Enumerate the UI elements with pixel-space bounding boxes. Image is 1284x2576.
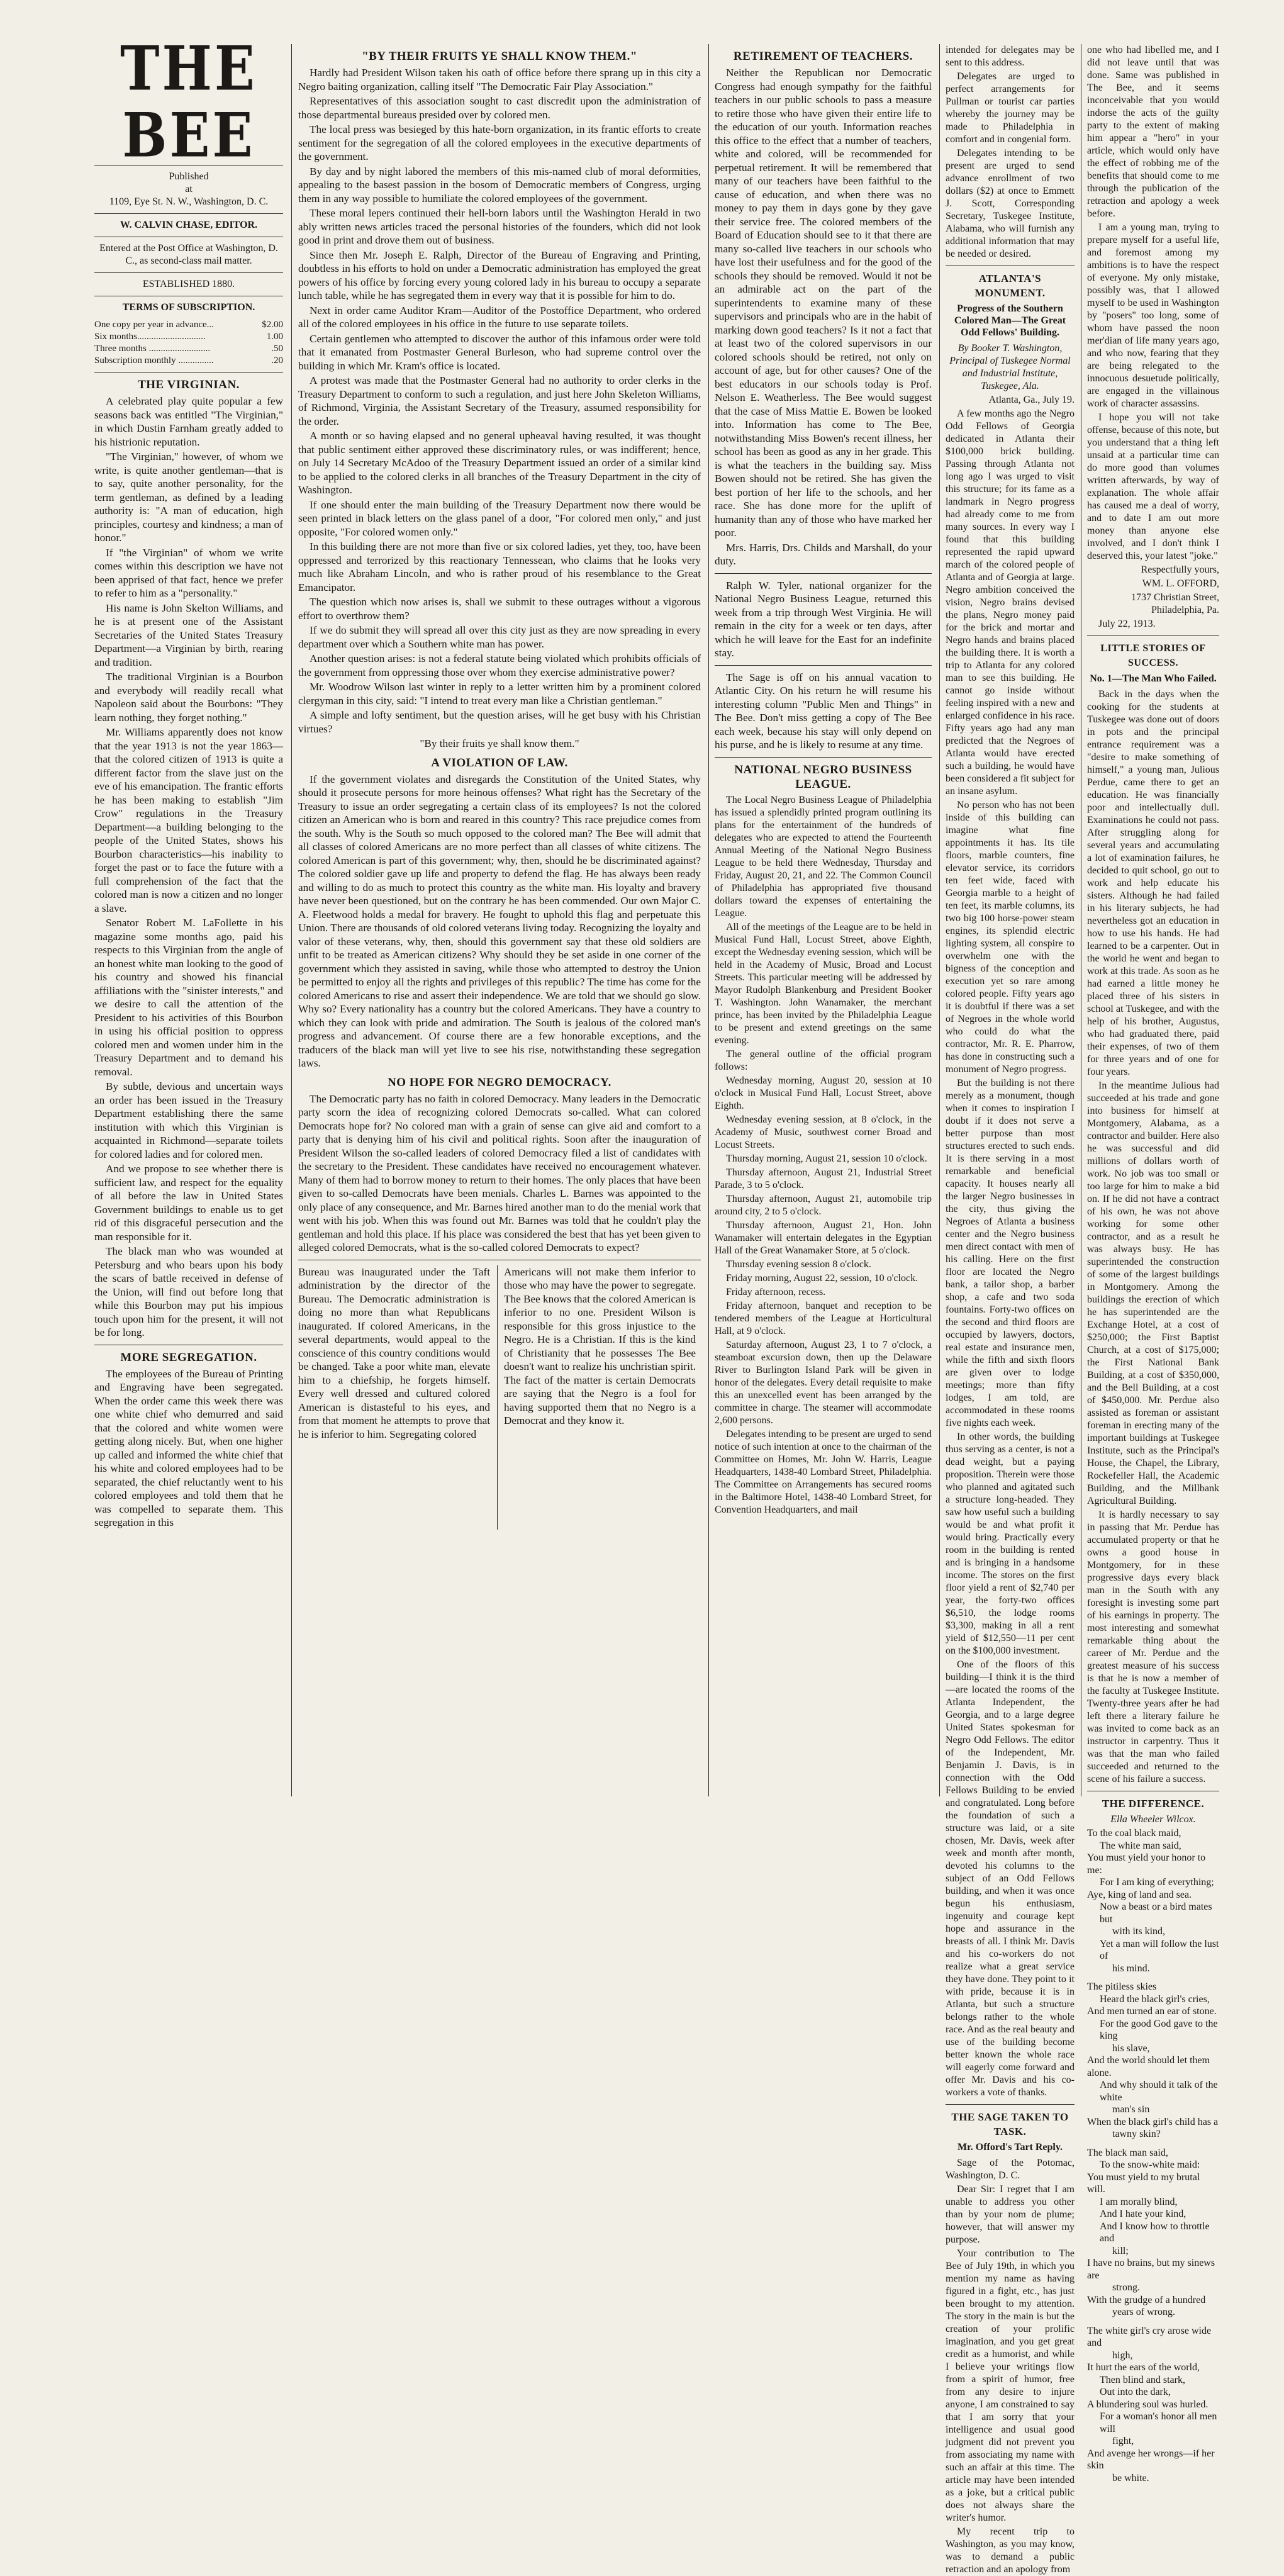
poem-line: strong. bbox=[1112, 2282, 1140, 2293]
poem-line: Now a beast or a bird mates but bbox=[1100, 1901, 1212, 1925]
poem-line: Out into the dark, bbox=[1100, 2387, 1171, 2397]
column-5 bbox=[1087, 44, 1219, 2484]
poem-line: For the good God gave to the king bbox=[1100, 2018, 1218, 2041]
subhead-little-stories: No. 1—The Man Who Failed. bbox=[1090, 673, 1217, 684]
poem-line: be white. bbox=[1112, 2472, 1149, 2484]
divider bbox=[94, 272, 283, 273]
poem-line: I am morally blind, bbox=[1100, 2196, 1178, 2207]
article-atlanta-monument: Atlanta, Ga., July 19. A few months ago the Negro Odd Fellows of Georgia dedicated in Atlanta their $100,000 brick building. Passing through Atlanta not long ago I was urged to visit this structure; for its fame as a landmark in Negro progress had already come to me from many sources. In every way I found that this building represented the rapid upward march of the colored people of Atlanta and of Georgia at large. Negro ambition conceived the vision, Negro brains devised the plans, Negro money paid for the brick and mortar and Negro hands and brains placed the building there. It is worth a trip to Atlanta for any colored man to see this building. He cannot go inside without feeling inspired with a new and enlarged confidence in his race. Fifty years ago had any man predicted that the Negroes of Atlanta would have erected such a building, he would have been considered a fit subject for an insane asylum. No person who has not been inside of this building can imagine what fine appointments it has. Its tile floors, marble counters, fine elevator service, its corridors ten feet wide, faced with Georgia marble to a height of ten feet, its marble columns, its two big 100 horse-power steam engines, its splendid electric lighting system, all conspire to overwhelm one with the bigness of the conception and execution yet so rare among colored people. Fifty years ago it is doubtful if there was a set of Negroes in the whole world who could do what the contractor, Mr. R. E. Pharrow, has done in constructing such a monument of Negro progress. But the building is not there merely as a monument, though when it comes to inspiration I doubt if it does not serve a better purpose than most structures erected to such ends. It is there serving in a most remarkable and beneficial capacity. It houses nearly all the larger Negro businesses in the city, thus giving the Negroes of Atlanta a business center and the Negro business men direct contact with men of his calling. Here on the first floor are located the Negro bank, a tailor shop, a barber shop, a cafe and two soda fountains. Forty-two offices on the second and third floors are occupied by lawyers, doctors, real estate and insurance men, while the fifth and sixth floors are given over to lodge meetings; more than fifty lodges, I am told, are accommodated in these rooms five nights each week. In other words, the building thus serving as a center, is not a dead weight, but a paying proposition. Therein were those who planned and agitated such a structure long-headed. They saw how useful such a building would be and what profit it would bring. Practically every room in the building is rented and is bringing in a handsome income. The stores on the first floor yield a rent of $2,740 per year, the forty-two offices $6,510, the lodge rooms $3,300, making in all a rent yield of $12,550—11 per cent on the $100,000 investment. One of the floors of this building—I think it is the third—are located the rooms of the Atlanta Independent, the Georgia, and to a large degree United States spokesman for Negro Odd Fellows. The editor of the Independent, Mr. Benjamin J. Davis, is in connection with the Odd Fellows Building to be envied and congratulated. Long before the foundation of such a structure was laid, or a site chosen, Mr. Davis, week after week and month after month, devoted his columns to the subject of an Odd Fellows building, and when it was once begun his enthusiasm, ingenuity and courage kept hope and assurance in the breasts of all. I think Mr. Davis and his co-workers do not realize what a great service they have done. They point to it with pride, because it is in Atlanta, but such a structure belongs rather to the whole race. And as the real beauty and use of the building become better known the whole race will eagerly come forward and offer Mr. Davis and his co-workers a vote of thanks. bbox=[946, 395, 1075, 2098]
poem-line: The white girl's cry arose wide and bbox=[1087, 2325, 1212, 2348]
article-tyler: Ralph W. Tyler, national organizer for the National Negro Business League, returned this week from a trip through West Virginia. He will remain in the city for a week or ten days, after which he will leave for the East for an indefinite stay. bbox=[715, 579, 932, 659]
poem-line: And the world should let them alone. bbox=[1087, 2055, 1210, 2078]
poem-line: When the black girl's child has a bbox=[1087, 2116, 1219, 2127]
headline-little-stories: LITTLE STORIES OF SUCCESS. bbox=[1100, 643, 1206, 668]
subscription-row: One copy per year in advance... $2.00 bbox=[94, 320, 283, 330]
column-rule bbox=[497, 1265, 498, 1530]
segregation-continued-right: Americans will not make them inferior to those who may have the power to segregate. The Bee knows that the colored American is inferior to no one. President Wilson is responsible for this gross injustice to the Negro. He is a Christian. If this is the kind of Christianity that he possesses The Bee doesn't want to realize his unchristian spirit. The fact of the matter is certain Democrats are saying that the Negro is a fool for having supported them that no Negro is a Democrat and they know it. bbox=[504, 1265, 696, 1426]
divider bbox=[94, 213, 283, 214]
headline-more-segregation: MORE SEGREGATION. bbox=[120, 1350, 257, 1364]
divider bbox=[946, 2104, 1075, 2105]
poem-line: high, bbox=[1112, 2349, 1133, 2361]
headline-business-league: NATIONAL NEGRO BUSINESS LEAGUE. bbox=[734, 763, 912, 791]
poem-line: with its kind, bbox=[1112, 1926, 1166, 1937]
headline-atlanta-monument: ATLANTA'S MONUMENT. bbox=[974, 272, 1046, 299]
divider bbox=[715, 757, 932, 758]
segregation-continued-left: Bureau was inaugurated under the Taft administration by the director of the Bureau. The Democratic administration is doing no more than what Republicans inaugurated. If colored Americans, in the several departments, would appeal to the conscience of this country conditions would be changed. Take a poor white man, elevate him to a chiefship, he forgets himself. Every well dressed and cultured colored American is distasteful to his eyes, and from that moment he attempts to prove that he is inferior to him. Segregating colored bbox=[298, 1265, 490, 1440]
poem-line: With the grudge of a hundred bbox=[1087, 2294, 1206, 2305]
subscription-row: Six months............................. 1.00 bbox=[94, 332, 283, 342]
poem-line: For I am king of everything; bbox=[1100, 1877, 1214, 1888]
headline-virginian: THE VIRGINIAN. bbox=[138, 378, 240, 391]
poem-line: Yet a man will follow the lust of bbox=[1100, 1938, 1219, 1961]
article-fruits: Hardly had President Wilson taken his oath of office before there sprang up in this city a Negro baiting organization, calling itself "The Democratic Fair Play Association." Representatives of this association sought to cast discredit upon the administration of those departmental bureaus presided over by colored men. The local press was besieged by this hate-born organization, in its frantic efforts to create sentiment for the segregation of all the colored employees in the executive departments of the government. By day and by night labored the members of this mis-named club of moral deformities, appealing to the basest passion in the bosom of Democratic members of Congress, urging them in any way possible to humiliate the colored employees of the government. These moral lepers continued their hell-born labors until the Washington Herald in two ably written news articles traced the personal histories of the founders, which did not look good in print and drove them out of business. Since then Mr. Joseph E. Ralph, Director of the Bureau of Engraving and Printing, doubtless in his efforts to hold on under a Democratic administration has employed the great powers of his office by forcing every young colored lady in his bureau to occupy a separate lunch table, while he has segregated them in every way that it is possible for him to do. Next in order came Auditor Kram—Auditor of the Postoffice Department, who ordered all of the colored employees in his office in the future to use separate toilets. Certain gentlemen who attempted to discover the author of this infamous order were told that it emanated from Postmaster General Burleson, who had supreme control over the building in which Mr. Kram's office is located. A protest was made that the Postmaster General had no authority to order clerks in the Treasury Department to conform to such a regulation, and just here John Skeleton Williams, of Richmond, Virginia, the Assistant Secretary of the Treasury, assumed responsibility for the order. A month or so having elapsed and no general upheaval having resulted, it was thought that public sentiment either approved these discriminatory rules, or was indifferent; hence, on July 14 Secretary McAdoo of the Treasury Department issued an order of a similar kind to be applied to the colored clerks in all branches of the Treasury Department in the city of Washington. If one should enter the main building of the Treasury Department now there would be seen printed in black letters on the glass panel of a door, "For colored men only," and just opposite, "For colored women only." In this building there are not more than five or six colored ladies, yet they, too, have been oppressed and terrorized by this reactionary Tennessean, who claims that he looks very much like Abraham Lincoln, and who is rather proud of his resemblance to the Great Emancipator. The question which now arises is, shall we submit to these outrages without a vigorous effort to overthrow them? If we do submit they will spread all over this city just as they are now spreading in every department over which a Southern white man has power. Another question arises: is not a federal statute being violated which prohibits officials of the government from oppressing those over whom they exercise administrative power? Mr. Woodrow Wilson last winter in reply to a letter written him by a prominent colored clergyman in this city, said: "I intend to treat every man like a Christian gentleman." A simple and lofty sentiment, but the question arises, will he get busy with his Christian virtues? "By their fruits ye shall know them." bbox=[298, 67, 701, 749]
poem-line: And I hate your kind, bbox=[1100, 2209, 1186, 2219]
poem-line: man's sin bbox=[1112, 2104, 1150, 2115]
poem-line: You must yield your honor to me: bbox=[1087, 1852, 1206, 1876]
column-rule bbox=[939, 44, 940, 1796]
subscription-table bbox=[94, 319, 283, 367]
article-business-league: The Local Negro Business League of Philadelphia has issued a splendidly printed program outlining its plans for the entertainment of the hundreds of delegates who are expected to attend the Fourteenth Annual Meeting of the National Negro Business League to be held there Wednesday, Thursday and Friday, August 20, 21, and 22. The Common Council of Philadelphia has appropriated five thousand dollars toward the expenses of entertaining the League. All of the meetings of the League are to be held in Musical Fund Hall, Locust Street, above Eighth, except the Wednesday evening session, which will be held in the Academy of Music, Broad and Locust Streets. This particular meeting will be addressed by Mayor Rudolph Blankenburg and President Booker T. Washington. John Wanamaker, the merchant prince, has been invited by the Philadelphia League to be present and extend greetings on the same evening. The general outline of the official program follows: Wednesday morning, August 20, session at 10 o'clock in Musical Fund Hall, Locust Street, above Eighth. Wednesday evening session, at 8 o'clock, in the Academy of Music, southwest corner Broad and Locust Streets. Thursday morning, August 21, session 10 o'clock. Thursday afternoon, August 21, Industrial Street Parade, 3 to 5 o'clock. Thursday afternoon, August 21, automobile trip around city, 2 to 5 o'clock. Thursday afternoon, August 21, Hon. John Wanamaker will entertain delegates in the Egyptian Hall of the Great Wanamaker Store, at 5 o'clock. Thursday evening session 8 o'clock. Friday morning, August 22, session, 10 o'clock. Friday afternoon, recess. Friday afternoon, banquet and reception to be tendered members of the League at Horticultural Hall, at 9 o'clock. Saturday afternoon, August 23, 1 to 7 o'clock, a steamboat excursion down, then up the Delaware River to Burlington Island Park will be given in honor of the delegates. Every detail requisite to make this an unexcelled event has been arranged by the committee in charge. The steamer will accommodate 2,600 persons. Delegates intending to be present are urged to send notice of such intention at once to the chairman of the Committee on Homes, Mr. John W. Harris, League Headquarters, 1438-40 Lombard Street, Philadelphia. The Committee on Arrangements has secured rooms in the Baltimore Hotel, 1438-40 Lombard Street, for Convention Headquarters, and mail bbox=[715, 794, 932, 1515]
divider bbox=[715, 573, 932, 574]
terms-title: TERMS OF SUBSCRIPTION. bbox=[122, 302, 255, 313]
poem-line: Aye, king of land and sea. bbox=[1087, 1889, 1192, 1900]
masthead-address: 1109, Eye St. N. W., Washington, D. C. bbox=[109, 196, 269, 207]
poem-the-difference bbox=[1087, 1827, 1219, 2484]
headline-retirement: RETIREMENT OF TEACHERS. bbox=[733, 50, 913, 63]
subscription-row: Subscription monthly ............... .20 bbox=[94, 356, 283, 366]
poem-line: And why should it talk of the white bbox=[1100, 2080, 1218, 2103]
divider bbox=[715, 665, 932, 666]
poem-line: A blundering soul was hurled. bbox=[1087, 2399, 1209, 2410]
article-no-hope: The Democratic party has no faith in colored Democracy. Many leaders in the Democratic party scorn the idea of recognizing colored Democrats so-called. What can colored Democrats hope for? No colored man with a grain of sense can give aid and comfort to a party that is denying him of his civil and political rights. Soon after the inauguration of President Wilson the so-called leaders of colored Democracy filed a list of candidates with the secretary to the President. These candidates have received no encouragement whatever. Many of them had to borrow money to return to their homes. The only places that have been given to so-called Democrats have been menials. Charles L. Barnes was appointed to the only place of any consequence, and Mr. Barnes hired another man to do the menial work that went with his job. When this was found out Mr. Barnes was told that he couldn't play the gentleman and hold this place. If his place was considered the best that has yet been given to alleged colored Democrats, what is the so-called colored Democrats to expect? bbox=[298, 1092, 701, 1253]
subhead-atlanta-monument: Progress of the Southern Colored Man—The Great Odd Fellows' Building. bbox=[954, 303, 1066, 338]
poem-line: his mind. bbox=[1112, 1963, 1150, 1974]
poem-line: fight, bbox=[1112, 2436, 1134, 2446]
letter-signer-address: 1737 Christian Street, Philadelphia, Pa. bbox=[1131, 592, 1219, 615]
article-violation: If the government violates and disregards the Constitution of the United States, why should it prosecute persons for more heinous offenses? What right has the Secretary of the Treasury to issue an order segregating a certain class of its employees? Is not the colored citizen an American who is born and reared in this country? This race prejudice comes from the south. Why is the South so much opposed to the colored man? The Bee will admit that all classes of colored Americans are no more perfect than all classes of white citizens. The colored American is part of this government; why, then, should he be discriminated against? The colored soldier gave up life and property to defend the flag. He has always been ready and willing to do as much to protect this country as the white man. His loyalty and bravery have never been questioned, but on the contrary he has been commended. Our own Major C. A. Fleetwood holds a medal for bravery. He fought to uphold this flag and perpetuate this Union. There are thousands of old colored veterans living today. Recognizing the loyalty and valor of these veterans, why, then, should this government say that these old soldiers are unfit to be treated as American citizens? Why should they be set aside in one corner of the government which they assisted in saving, while those who attempted to destroy the Union be permitted to enjoy all the rights and privileges of this republic? The time has come for the colored Americans to rise and assert their independence. We are told that we should go slow. Why so? Every nationality has a country but the colored Americans. They have a country to which they can look with pride and admiration. The South is jealous of the colored man's progress and advancement. Of course there are a few honorable exceptions, and the traducers of the black man will yet live to see his rise, notwithstanding these segregation laws. bbox=[298, 773, 701, 1069]
article-sage-taken-to-task: Sage of the Potomac, Washington, D. C. Dear Sir: I regret that I am unable to address you other than by your nom de plume; however, that will answer my purpose. Your contribution to The Bee of July 19th, in which you mention my name as having figured in a fight, etc., has just been brought to my attention. The story in the main is but the creation of your prolific imagination, and you get great credit as a humorist, and while I believe your writings flow from a spirit of humor, free from any desire to injure anyone, I am constrained to say that I am sorry that your intelligence and usual good judgment did not prevent you from associating my name with such an affair at this time. The article may have been intended as a joke, but a critical public does not always share the writer's humor. My recent trip to Washington, as you may know, was to demand a public retraction and an apology from bbox=[946, 2158, 1075, 2575]
headline-sage-taken-to-task: THE SAGE TAKEN TO TASK. bbox=[951, 2111, 1069, 2137]
poem-line: To the coal black maid, bbox=[1087, 1828, 1181, 1839]
poem-line: And I know how to throttle and bbox=[1100, 2220, 1210, 2244]
masthead-established: ESTABLISHED 1880. bbox=[142, 279, 235, 289]
column-3 bbox=[715, 44, 932, 1796]
poem-line: his slave, bbox=[1112, 2042, 1150, 2054]
poem-line: The white man said, bbox=[1100, 1840, 1181, 1851]
masthead-editor: W. CALVIN CHASE, EDITOR. bbox=[120, 220, 258, 230]
article-league-continued: intended for delegates may be sent to this address. Delegates are urged to perfect arrangements for Pullman or tourist car parties whereby the journey may be made to Philadelphia in comfort and in congenial form. Delegates intending to be present are urged to send advance enrollment of two dollars ($2) at once to Emmett J. Scott, Corresponding Secretary, Tuskegee Institute, Alabama, who will furnish any additional information that may be needed or desired. bbox=[946, 45, 1075, 259]
poem-stanza bbox=[1087, 1981, 1219, 2141]
poem-line: tawny skin? bbox=[1112, 2129, 1161, 2139]
article-sage-letter-continued: one who had libelled me, and I did not leave until that was done. Same was published in The Bee, and it seems inconceivable that you would indorse the acts of the guilty party to the extent of making him appear a "hero" in your article, which would only have the effect of robbing me of the benefits that should come to me through the publication of the retraction and apology a week before. I am a young man, trying to prepare myself for a useful life, and foremost among my ambitions is to have the respect of everyone. My only mistake, possibly was, that I allowed myself to be used in Washington by "posers" too long, some of whom have passed the noon mer'dian of life many years ago, and who now, fearing that they are being relegated to the innocuous desuetude politically, are engaged in the villainous work of character assassins. I hope you will not take offense, because of this note, but you understand that a thing left unsaid at a particular time can do more good than volumes written afterwards, by way of explanation. The whole affair has caused me a deal of worry, and to date I am out more money than anyone else involved, and I don't think I deserved this, your latest "joke." Respectfully yours, WM. L. OFFORD, 1737 Christian Street, Philadelphia, Pa. July 22, 1913. bbox=[1087, 45, 1219, 629]
poem-line: And men turned an ear of stone. bbox=[1087, 2006, 1217, 2017]
poem-line: To the snow-white maid: bbox=[1100, 2159, 1200, 2170]
poem-stanza bbox=[1087, 2325, 1219, 2485]
column-2 bbox=[298, 44, 701, 1796]
masthead-published: Published at 1109, Eye St. N. W., Washington, D. C. bbox=[94, 171, 283, 208]
headline-fruits: "BY THEIR FRUITS YE SHALL KNOW THEM." bbox=[362, 50, 637, 63]
article-virginian: A celebrated play quite popular a few seasons back was entitled "The Virginian," in which Dustin Farnham greatly added to his histrionic reputation. "The Virginian," however, of whom we write, is quite another gentleman—that is to say, quite another personality, for the term gentleman, as defined by a leading authority is: "A man of education, high principles, courtesy and kindness; a man of honor." If "the Virginian" of whom we write comes within this description we have not been apprised of that fact, hence we prefer to refer to him as a "personality." His name is John Skelton Williams, and he is at present one of the Assistant Secretaries of the United States Treasury Department—a Virginian by birth, rearing and tradition. The traditional Virginian is a Bourbon and everybody will readily recall what Napoleon said about the Bourbons: "They learn nothing, they forget nothing." Mr. Williams apparently does not know that the year 1913 is not the year 1863—that the colored citizen of 1913 is quite a different factor from the slave just on the eve of his emancipation. The frantic efforts he has been making to establish "Jim Crow" regulations in the Treasury Department—a building belonging to the people of the United States, shows his Bourbon characteristics—his inability to forget the past or to face the future with a full comprehension of the fact that the colored man is now a citizen and no longer a slave. Senator Robert M. LaFollette in his magazine some months ago, paid his respects to this Virginian from the angle of an honest white man looking to the good of his country and showed his financial affiliations with the "sinister interests," and we desire to call the attention of the President to his activities of this Bourbon in using his official position to oppress colored men and women under him in the Treasury Department and to demand his removal. By subtle, devious and uncertain ways an order has been issued in the Treasury Department establishing there the same institution with which this Virginian is acquainted in Richmond—separate toilets for colored ladies and for colored men. And we propose to see whether there is sufficient law, and respect for the equality of all before the law in United States Government buildings to enable us to get rid of this disgraceful persecution and the man responsible for it. The black man who was wounded at Petersburg and who bears upon his body the scars of battle received in defense of the Union, will find out before long that while this Bourbon may put his impious touch upon him for the present, it will not be for long. bbox=[94, 395, 283, 1338]
poem-stanza bbox=[1087, 1827, 1219, 1974]
article-more-segregation: The employees of the Bureau of Printing and Engraving have been segregated. When the order came this week there was one white chief who demurred and said that the colored and white women were getting along nicely. But, when one higher up called and informed the white chief that his white and colored employees had to be separated, the chief reluctantly went to his colored employees and told them that he was compelled to separate them. This segregation in this bbox=[94, 1367, 283, 1528]
poem-line: The black man said, bbox=[1087, 2147, 1168, 2158]
masthead-title: THE BEE bbox=[120, 32, 257, 171]
column-rule bbox=[708, 44, 709, 1796]
subscription-row: Three months .......................... .50 bbox=[94, 344, 283, 354]
poem-line: You must yield to my brutal will. bbox=[1087, 2171, 1200, 2195]
poem-line: It hurt the ears of the world, bbox=[1087, 2362, 1200, 2373]
letter-signoff: Respectfully yours, bbox=[1141, 564, 1219, 575]
letter-date: July 22, 1913. bbox=[1098, 619, 1156, 629]
poem-line: The pitiless skies bbox=[1087, 1981, 1157, 1992]
column-1 bbox=[94, 32, 283, 1796]
poem-stanza bbox=[1087, 2147, 1219, 2319]
article-sage-vacation: The Sage is off on his annual vacation to Atlantic City. On his return he will resume his interesting column "Public Men and Things" in The Bee. Don't miss getting a copy of The Bee each week, because his stay will only depend on his purse, and he is likely to resume at any time. bbox=[715, 671, 932, 751]
poem-line: years of wrong. bbox=[1112, 2307, 1175, 2317]
column-rule bbox=[291, 44, 292, 1796]
segregation-continued bbox=[298, 1265, 701, 1530]
masthead-entered: Entered at the Post Office at Washington, D. C., as second-class mail matter. bbox=[99, 243, 278, 266]
poem-line: kill; bbox=[1112, 2245, 1129, 2256]
article-little-stories: Back in the days when the cooking for the students at Tuskegee was done out of doors in pots and the principal entrance requirement was a "desire to make something of himself," a young man, Julious Perdue, came there to get an education. He was financially poor and intellectually dull. Examinations he could not pass. After struggling along for several years and accumulating a lot of examination failures, he decided to quit school, go out to work and help educate his sisters. Although he had failed in his literary subjects, he had nevertheless got an education in how to use his hands. He had learned to be a carpenter. Out in the world he went and began to work at this trade. As soon as he had earned a little money he placed three of his sisters in school at Tuskegee, and with the help of his brother, Augustus, who had graduated there, paid their expenses, of two of them for three years and of one for four years. In the meantime Julious had succeeded at his trade and gone into business for himself at Montgomery, Alabama, as a contractor and builder. Here also he was successful and did millions of dollars worth of work. No job was too small or too large for him to make a bid on. If he did not have a contract of his own, he was not above working for some other contractor, and as a result he was always busy. He has superintended the construction of some of the largest buildings in Montgomery. Among the buildings the erection of which he has superintended are the Exchange Hotel, at a cost of $250,000; the First Baptist Church, at a cost of $175,000; the First National Bank Building, at a cost of $350,000, and the Bell Building, at a cost of $450,000. Mr. Perdue also assisted as foreman or assistant foreman in erecting many of the important buildings at Tuskegee Institute, such as the Principal's House, the Chapel, the Library, Rockefeller Hall, the Academic Building, and the Millbank Agricultural Building. It is hardly necessary to say in passing that Mr. Perdue has accumulated property or that he owns a good house in Montgomery, for in these progressive days every black man in the South with any foresight is investing some part of his earnings in property. The most interesting and somewhat remarkable thing about the career of Mr. Perdue and the greatest measure of his success is that he is now a member of the faculty at Tuskegee Institute. Twenty-three years after he had left there a literary failure he was invited to come back as an instructor in carpentry. Thus it was that the man who failed succeeded and returned to the scene of his failure a success. bbox=[1087, 689, 1219, 1784]
poem-line: I have no brains, but my sinews are bbox=[1087, 2258, 1215, 2281]
poem-line: For a woman's honor all men will bbox=[1100, 2411, 1217, 2434]
poem-line: Then blind and stark, bbox=[1100, 2374, 1185, 2385]
headline-violation: A VIOLATION OF LAW. bbox=[431, 756, 568, 770]
article-retirement: Neither the Republican nor Democratic Congress had enough sympathy for the faithful teachers in our public schools to pass a measure to retire those who have given their entire life to the education of our youth. Information reaches this office to the effect that a number of teachers, white and colored, will be recommended for perpetual retirement. It will be remembered that many of our teachers have been faithful to the cause of education, and when there was no money to pay them in days gone by they gave their service free. The colored members of the Board of Education should see to it that there are many so-called live teachers in our schools who have lost their usefulness and for the good of the schools they should be removed. Would it not be an admirable act on the part of the superintendents to examine many of these supervisors and principals who are in the habit of marking down good teachers? Is it not a fact that at least two of the colored supervisors in our colored schools should be retired, not only on account of age, but for other causes? One of the best educators in our schools today is Prof. Nelson E. Weatherless. The Bee would suggest that the case of Miss Mattie E. Bowen be looked into. Information has come to The Bee, notwithstanding Miss Bowen's recent illness, her school has been as good as any in her grade. This is what the teachers in the building say. Miss Bowen should not be retired. She has given the best portion of her life to the schools, and her race. She has done more for the uplift of humanity than any of those who have marked her poor. Mrs. Harris, Drs. Childs and Marshall, do your duty. bbox=[715, 67, 932, 567]
headline-the-difference: THE DIFFERENCE. bbox=[1102, 1798, 1205, 1810]
column-4 bbox=[946, 44, 1075, 2575]
subhead-sage-taken-to-task: Mr. Offord's Tart Reply. bbox=[957, 2142, 1063, 2153]
poem-line: Heard the black girl's cries, bbox=[1100, 1993, 1210, 2005]
poem-author: Ella Wheeler Wilcox. bbox=[1110, 1814, 1196, 1825]
headline-no-hope: NO HOPE FOR NEGRO DEMOCRACY. bbox=[388, 1075, 611, 1089]
byline-atlanta-monument: By Booker T. Washington, Principal of Tuskegee Normal and Industrial Institute, Tuskegee, Ala. bbox=[949, 343, 1071, 391]
letter-signer: WM. L. OFFORD, bbox=[1142, 578, 1219, 589]
poem-line: And avenge her wrongs—if her skin bbox=[1087, 2448, 1215, 2471]
